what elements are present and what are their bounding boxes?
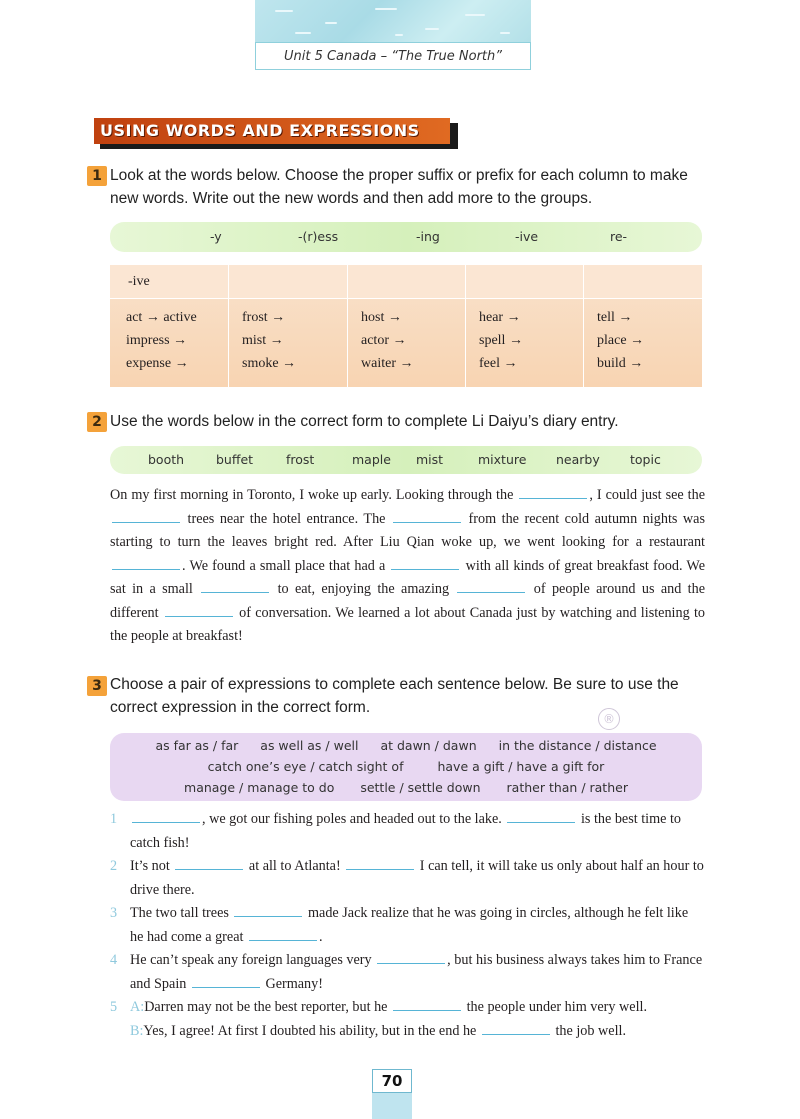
expression-bank — [110, 733, 702, 801]
suffix-option: -y — [210, 229, 222, 244]
answer-blank[interactable] — [249, 930, 317, 941]
passage-text: of people around us and the different — [110, 581, 705, 621]
exercise-1-number: 1 — [87, 166, 107, 186]
answer-blank[interactable] — [112, 512, 180, 523]
sentence-text: is the best time to catch fish! — [130, 811, 682, 851]
header-banner — [255, 0, 531, 42]
table-cell: expense → — [126, 356, 189, 371]
sentence-text: the people under him very well. — [463, 999, 648, 1015]
suffix-option: -ing — [416, 229, 440, 244]
sentence-1 — [110, 808, 705, 855]
answer-blank[interactable] — [393, 512, 461, 523]
answer-blank[interactable] — [377, 953, 445, 964]
expression-row — [110, 780, 702, 795]
passage-text: of conversation. We learned a lot about Canada just by watching and listening to the people at breakfast! — [110, 604, 705, 644]
expression-item: rather than / rather — [506, 780, 628, 795]
suffix-bar — [110, 222, 702, 252]
answer-blank[interactable] — [393, 1000, 461, 1011]
sentence-5 — [110, 996, 705, 1043]
answer-blank[interactable] — [112, 559, 180, 570]
answer-blank[interactable] — [132, 812, 200, 823]
answer-blank[interactable] — [165, 606, 233, 617]
sentence-number: 1 — [110, 811, 118, 827]
answer-blank[interactable] — [192, 977, 260, 988]
exercise-2-instruction: Use the words below in the correct form to complete Li Daiyu’s diary entry. — [110, 413, 619, 430]
sentence-text: I can tell, it will take us only about half an hour to drive there. — [130, 858, 704, 898]
sentence-text: , we got our fishing poles and headed out to the lake. — [202, 811, 506, 827]
passage-text: from the recent cold autumn nights was starting to turn the leaves bright red. After Liu Qian woke up, we went looking for a restaurant — [110, 510, 705, 550]
sentence-text: The two tall trees — [130, 905, 233, 921]
table-cell: hear → — [479, 310, 521, 325]
unit-title: Unit 5 Canada – “The True North” — [255, 42, 531, 70]
table-cell: feel → — [479, 356, 518, 371]
page-number: 70 — [372, 1069, 412, 1093]
passage-text: with all kinds of great breakfast food. We sat in a small — [110, 557, 705, 597]
answer-blank[interactable] — [391, 559, 459, 570]
sentence-text: the job well. — [551, 1022, 626, 1039]
table-cell: tell → — [597, 310, 633, 325]
table-cell: host → — [361, 310, 402, 325]
sentence-text: . — [319, 928, 323, 945]
speaker-label: A: — [130, 999, 145, 1015]
suffix-option: -(r)ess — [298, 229, 339, 244]
answer-blank[interactable] — [519, 488, 587, 499]
table-cell: place → — [597, 333, 645, 348]
expression-item: settle / settle down — [360, 780, 481, 795]
word-bank-item: frost — [286, 452, 315, 467]
diary-passage — [110, 484, 705, 649]
expression-row — [110, 759, 702, 774]
passage-text: On my first morning in Toronto, I woke up early. Looking through the — [110, 487, 518, 503]
table-cell: actor → — [361, 333, 407, 348]
expression-item: catch one’s eye / catch sight of — [207, 759, 404, 774]
exercise-3-number: 3 — [87, 676, 107, 696]
expression-item: as well as / well — [260, 738, 359, 753]
sentence-4 — [110, 949, 705, 996]
answer-blank[interactable] — [346, 859, 414, 870]
page-number-tab — [372, 1069, 412, 1119]
sentence-number: 5 — [110, 999, 118, 1015]
sentence-text: at all to Atlanta! — [245, 858, 345, 874]
sentence-3 — [110, 902, 705, 949]
table-cell: build → — [597, 356, 644, 371]
sentence-text: made Jack realize that he was going in circles, although he felt like he had come a great — [130, 905, 689, 945]
sentence-text: , but his business always takes him to France and Spain — [130, 952, 703, 992]
answer-blank[interactable] — [507, 812, 575, 823]
expression-item: have a gift / have a gift for — [437, 759, 605, 774]
word-bank-item: buffet — [216, 452, 254, 467]
exercise-3-instruction: Choose a pair of expressions to complete each sentence below. Be sure to use the correct expression in the correct form. — [110, 676, 679, 716]
table-cell: waiter → — [361, 356, 414, 371]
sentence-text: Germany! — [261, 975, 323, 992]
word-bank-item: nearby — [556, 452, 600, 467]
section-title-text: USING WORDS AND EXPRESSIONS — [100, 121, 420, 140]
table-cell: impress → — [126, 333, 188, 348]
answer-blank[interactable] — [175, 859, 243, 870]
exercise-2-number: 2 — [87, 412, 107, 432]
word-bank-item: mist — [416, 452, 444, 467]
passage-text: . We found a small place that had a — [182, 557, 390, 574]
registered-mark-icon: ® — [598, 708, 620, 730]
sentence-2 — [110, 855, 705, 902]
answer-blank[interactable] — [234, 906, 302, 917]
passage-text: , I could just see the — [589, 487, 705, 503]
word-bank-item: mixture — [478, 452, 527, 467]
sentence-number: 2 — [110, 858, 118, 874]
sentence-text: Darren may not be the best reporter, but he — [144, 999, 392, 1015]
exercise-1-instruction: Look at the words below. Choose the proper suffix or prefix for each column to make new words. Write out the new words and then add more to the groups. — [110, 167, 688, 207]
table-cell: act → active — [126, 310, 197, 325]
passage-text: to eat, enjoying the amazing — [271, 581, 456, 597]
passage-text: trees near the hotel entrance. The — [182, 510, 391, 527]
word-bank-item: topic — [630, 452, 661, 467]
table-cell: spell → — [479, 333, 523, 348]
answer-blank[interactable] — [457, 582, 525, 593]
word-table — [110, 265, 702, 387]
speaker-label: B: — [130, 1022, 144, 1039]
word-bank-item: maple — [352, 452, 391, 467]
sentence-text: He can’t speak any foreign languages very — [130, 952, 376, 968]
answer-blank[interactable] — [482, 1024, 550, 1035]
section-title — [94, 118, 456, 144]
expression-item: in the distance / distance — [498, 738, 657, 753]
answer-blank[interactable] — [201, 582, 269, 593]
word-bank — [110, 446, 702, 474]
table-header-cell: -ive — [128, 274, 150, 289]
table-cell: smoke → — [242, 356, 297, 371]
sentence-text: Yes, I agree! At first I doubted his ability, but in the end he — [143, 1022, 480, 1039]
sentence-text: It’s not — [130, 858, 174, 874]
suffix-option: re- — [610, 229, 628, 244]
sentence-number: 3 — [110, 905, 118, 921]
sentence-number: 4 — [110, 952, 118, 968]
expression-item: at dawn / dawn — [380, 738, 477, 753]
word-bank-item: booth — [148, 452, 185, 467]
table-cell: frost → — [242, 310, 286, 325]
expression-item: manage / manage to do — [184, 780, 335, 795]
suffix-option: -ive — [515, 229, 539, 244]
expression-row — [110, 738, 702, 753]
expression-item: as far as / far — [155, 738, 239, 753]
table-cell: mist → — [242, 333, 284, 348]
